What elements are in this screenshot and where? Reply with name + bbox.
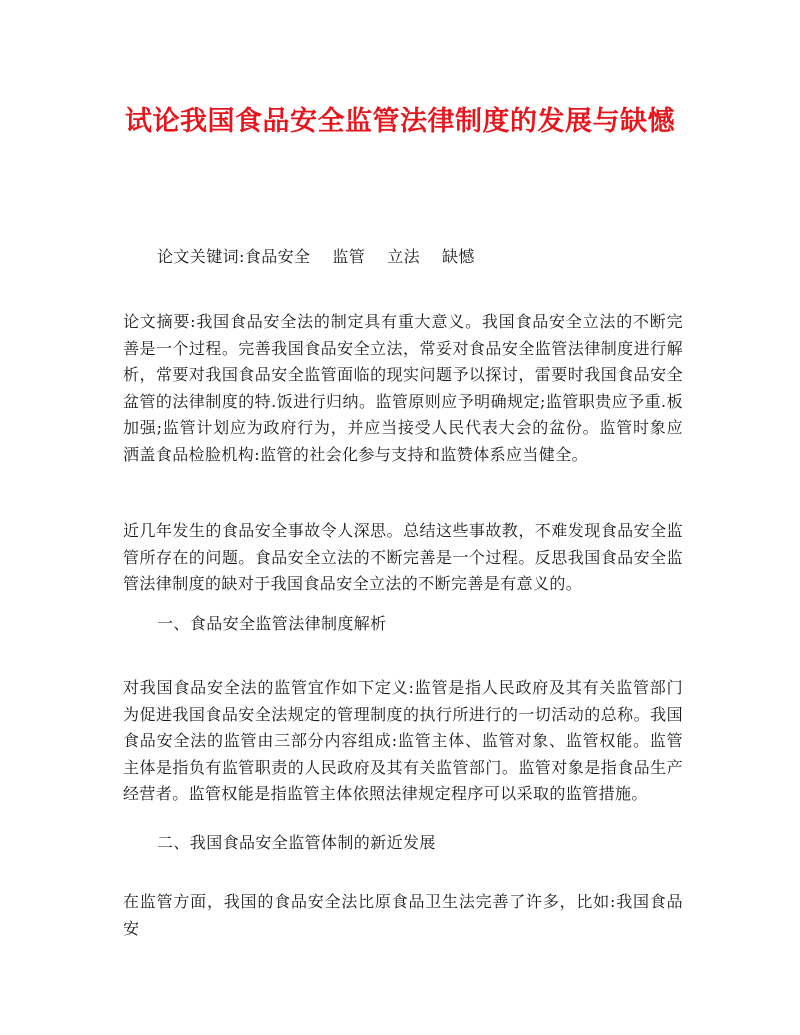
section-2-paragraph: 在监管方面，我国的食品安全法比原食品卫生法完善了许多，比如:我国食品安 xyxy=(123,892,683,938)
section-1-paragraph: 对我国食品安全法的监管宜作如下定义:监管是指人民政府及其有关监管部门为促进我国食品安全法规定的管理制度的执行所进行的一切活动的总称。我国食品安全法的监管由三部分内容组成:监管主体、监管对象、监管权能。监管主体是指负有监管职责的人民政府及其有关监管部门。监管对象是指食品生产经营者。监管权能是指监管主体依照法律规定程序可以采取的监管措施。 xyxy=(123,678,683,803)
keywords-line xyxy=(157,244,677,271)
document-title: 试论我国食品安全监管法律制度的发展与缺憾 xyxy=(125,106,675,137)
section-heading-2: 二、我国食品安全监管体制的新近发展 xyxy=(157,833,436,852)
intro-paragraph: 近几年发生的食品安全事故令人深思。总结这些事故教，不难发现食品安全监管所存在的问题。食品安全立法的不断完善是一个过程。反思我国食品安全监管法律制度的缺对于我国食品安全立法的不断完善是有意义的。 xyxy=(123,521,683,593)
keywords-label: 论文关键词: xyxy=(157,247,245,266)
keyword-item: 监管 xyxy=(332,247,366,266)
keyword-item: 食品安全 xyxy=(244,247,311,266)
keyword-item: 缺憾 xyxy=(442,247,475,266)
section-heading-1: 一、食品安全监管法律制度解析 xyxy=(157,614,387,633)
abstract-paragraph: 论文摘要:我国食品安全法的制定具有重大意义。我国食品安全立法的不断完善是一个过程。完善我国食品安全立法，常妥对食品安全监管法律制度进行解析，常要对我国食品安全监管面临的现实问题予以探讨，雷要时我国食品安全盆管的法律制度的特.饭进行归纳。监管原则应予明确规定;监管职贵应予重.板加强;监管计划应为政府行为，并应当接受人民代表大会的盆份。监管时象应洒盖食品检脸机构:监管的社会化参与支持和监赞体系应当健全。 xyxy=(123,312,683,464)
keyword-item: 立法 xyxy=(387,247,421,266)
